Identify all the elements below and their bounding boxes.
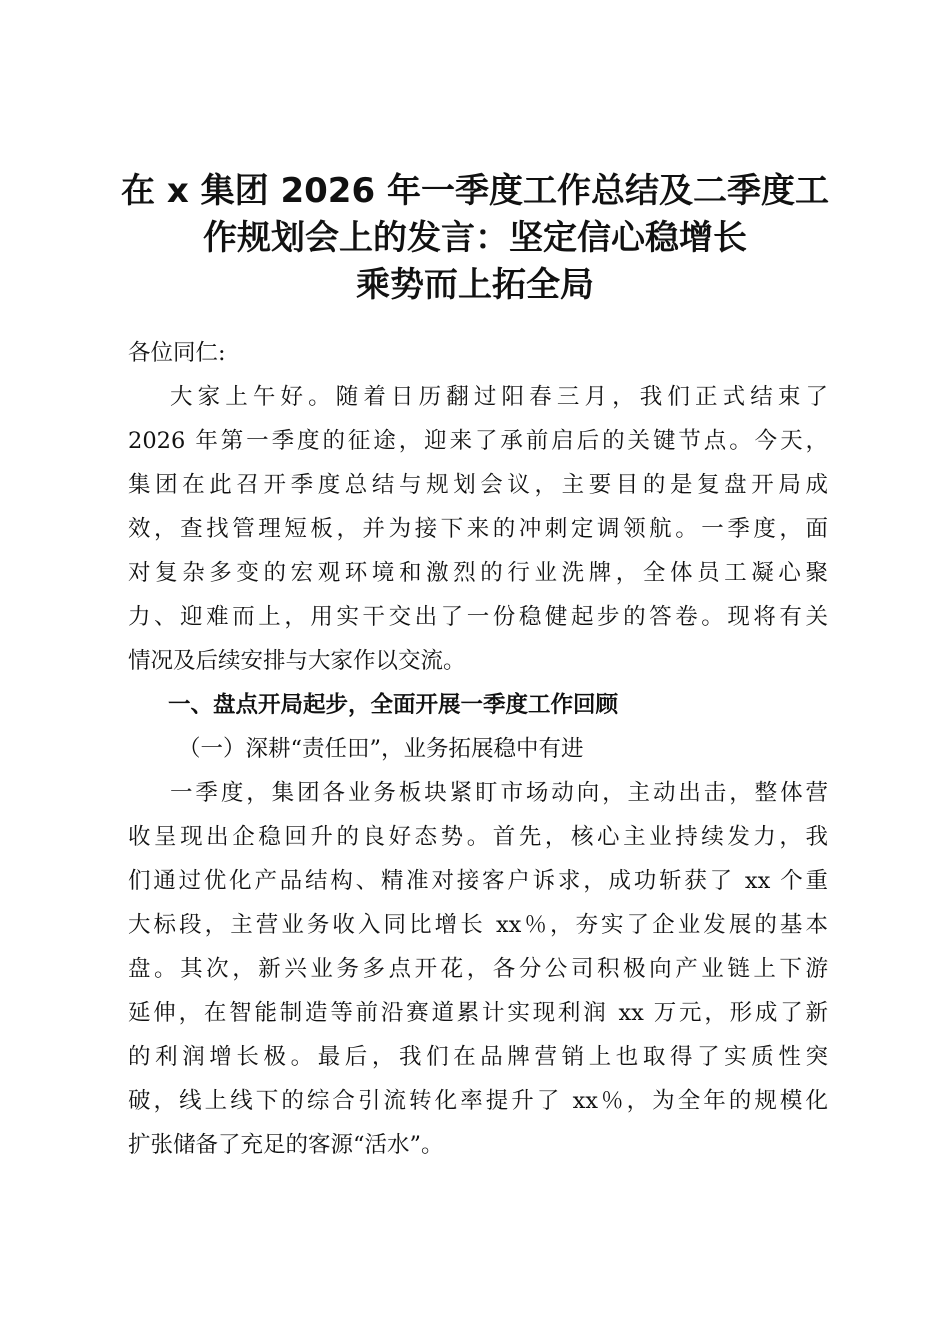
salutation: 各位同仁: bbox=[128, 340, 226, 366]
intro-line-6: 力、迎难而上，用实干交出了一份稳健起步的答卷。现将有关 bbox=[128, 604, 828, 630]
intro-line-7: 情况及后续安排与大家作以交流。 bbox=[128, 648, 466, 674]
body-line-1: 一季度，集团各业务板块紧盯市场动向，主动出击，整体营 bbox=[170, 780, 828, 806]
body-line-2: 收呈现出企稳回升的良好态势。首先，核心主业持续发力，我 bbox=[128, 824, 828, 850]
body-line-4: 大标段，主营业务收入同比增长 xx％，夯实了企业发展的基本 bbox=[128, 912, 828, 938]
intro-line-4: 效，查找管理短板，并为接下来的冲刺定调领航。一季度，面 bbox=[128, 516, 828, 542]
intro-line-2: 2026 年第一季度的征途，迎来了承前启后的关键节点。今天， bbox=[128, 428, 828, 454]
intro-line-1: 大家上午好。随着日历翻过阳春三月，我们正式结束了 bbox=[170, 384, 828, 410]
body-line-6: 延伸，在智能制造等前沿赛道累计实现利润 xx 万元，形成了新 bbox=[128, 1000, 828, 1026]
document-title-line-2: 作规划会上的发言：坚定信心稳增长 bbox=[203, 218, 747, 258]
body-line-8: 破，线上线下的综合引流转化率提升了 xx％，为全年的规模化 bbox=[128, 1088, 828, 1114]
body-line-7: 的利润增长极。最后，我们在品牌营销上也取得了实质性突 bbox=[128, 1044, 828, 1070]
document-title-line-1: 在 x 集团 2026 年一季度工作总结及二季度工 bbox=[121, 171, 829, 211]
intro-line-5: 对复杂多变的宏观环境和激烈的行业洗牌，全体员工凝心聚 bbox=[128, 560, 828, 586]
body-line-9: 扩张储备了充足的客源“活水”。 bbox=[128, 1132, 444, 1158]
body-line-3: 们通过优化产品结构、精准对接客户诉求，成功斩获了 xx 个重 bbox=[128, 868, 828, 894]
body-line-5: 盘。其次，新兴业务多点开花，各分公司积极向产业链上下游 bbox=[128, 956, 828, 982]
intro-line-3: 集团在此召开季度总结与规划会议，主要目的是复盘开局成 bbox=[128, 472, 828, 498]
section-heading-1: 一、盘点开局起步，全面开展一季度工作回顾 bbox=[168, 692, 619, 718]
subsection-heading-1: （一）深耕“责任田”，业务拓展稳中有进 bbox=[178, 736, 584, 762]
document-title-line-3: 乘势而上拓全局 bbox=[356, 265, 594, 305]
